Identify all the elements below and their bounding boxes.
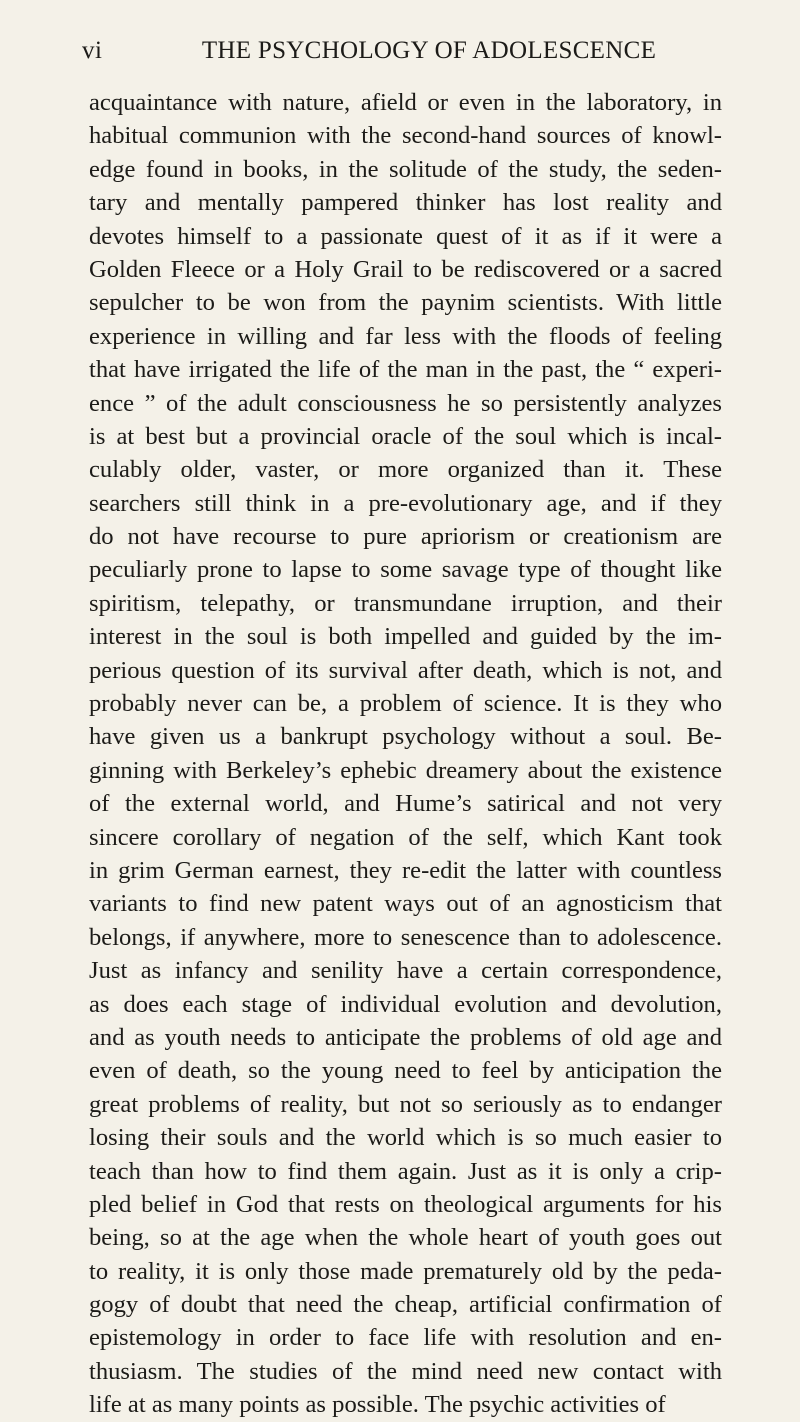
- text-line: Golden Fleece or a Holy Grail to be rediscovered or a sacred: [89, 255, 722, 283]
- text-line: that have irrigated the life of the man in the past, the “ experi-: [89, 356, 722, 384]
- text-line: have given us a bankrupt psychology without a soul. Be-: [89, 723, 722, 751]
- text-line: Just as infancy and senility have a certain correspondence,: [89, 957, 722, 985]
- text-line: edge found in books, in the solitude of the study, the seden-: [89, 155, 722, 183]
- text-line: great problems of reality, but not so seriously as to endanger: [89, 1090, 722, 1118]
- text-line: acquaintance with nature, afield or even in the laboratory, in: [89, 89, 722, 116]
- text-line: tary and mentally pampered thinker has lost reality and: [89, 189, 722, 217]
- running-head: [82, 34, 732, 68]
- text-line: to reality, it is only those made prematurely old by the peda-: [89, 1257, 722, 1285]
- text-line: do not have recourse to pure apriorism or creationism are: [89, 523, 722, 551]
- text-line: life at as many points as possible. The psychic activities of: [89, 1391, 666, 1419]
- text-line: experience in willing and far less with the floods of feeling: [89, 322, 722, 350]
- text-line: as does each stage of individual evolution and devolution,: [89, 990, 722, 1018]
- text-line: gogy of doubt that need the cheap, artificial confirmation of: [89, 1291, 722, 1319]
- text-line: epistemology in order to face life with resolution and en-: [89, 1324, 722, 1352]
- text-line: in grim German earnest, they re-edit the latter with countless: [89, 856, 722, 884]
- text-line: is at best but a provincial oracle of the soul which is incal-: [89, 422, 722, 450]
- text-line: ence ” of the adult consciousness he so persistently analyzes: [89, 389, 722, 417]
- text-line: belongs, if anywhere, more to senescence than to adolescence.: [89, 923, 722, 951]
- running-title: THE PSYCHOLOGY OF ADOLESCENCE: [201, 37, 657, 64]
- text-line: of the external world, and Hume’s satirical and not very: [89, 790, 722, 818]
- text-line: perious question of its survival after death, which is not, and: [89, 656, 722, 684]
- text-line: probably never can be, a problem of science. It is they who: [89, 690, 722, 718]
- text-line: spiritism, telepathy, or transmundane irruption, and their: [89, 589, 722, 617]
- text-line: sepulcher to be won from the paynim scientists. With little: [89, 289, 722, 317]
- text-line: variants to find new patent ways out of an agnosticism that: [89, 890, 722, 918]
- text-line: ginning with Berkeley’s ephebic dreamery about the existence: [89, 756, 722, 784]
- text-line: being, so at the age when the whole heart of youth goes out: [89, 1224, 722, 1252]
- text-line: losing their souls and the world which is so much easier to: [89, 1124, 722, 1152]
- text-line: even of death, so the young need to feel by anticipation the: [89, 1057, 722, 1085]
- text-line: and as youth needs to anticipate the problems of old age and: [89, 1023, 722, 1051]
- body-text: [89, 86, 722, 1422]
- text-line: interest in the soul is both impelled and guided by the im-: [89, 623, 722, 651]
- text-line: pled belief in God that rests on theological arguments for his: [89, 1190, 722, 1218]
- page-number: vi: [82, 37, 103, 64]
- text-line: habitual communion with the second-hand sources of knowl-: [89, 122, 722, 150]
- text-line: devotes himself to a passionate quest of it as if it were a: [89, 222, 722, 250]
- text-line: teach than how to find them again. Just as it is only a crip-: [89, 1157, 722, 1185]
- text-line: peculiarly prone to lapse to some savage type of thought like: [89, 556, 722, 584]
- text-line: culably older, vaster, or more organized than it. These: [89, 456, 722, 484]
- text-line: thusiasm. The studies of the mind need new contact with: [89, 1357, 722, 1385]
- text-line: searchers still think in a pre-evolutionary age, and if they: [89, 489, 722, 517]
- text-line: sincere corollary of negation of the self, which Kant took: [89, 823, 722, 851]
